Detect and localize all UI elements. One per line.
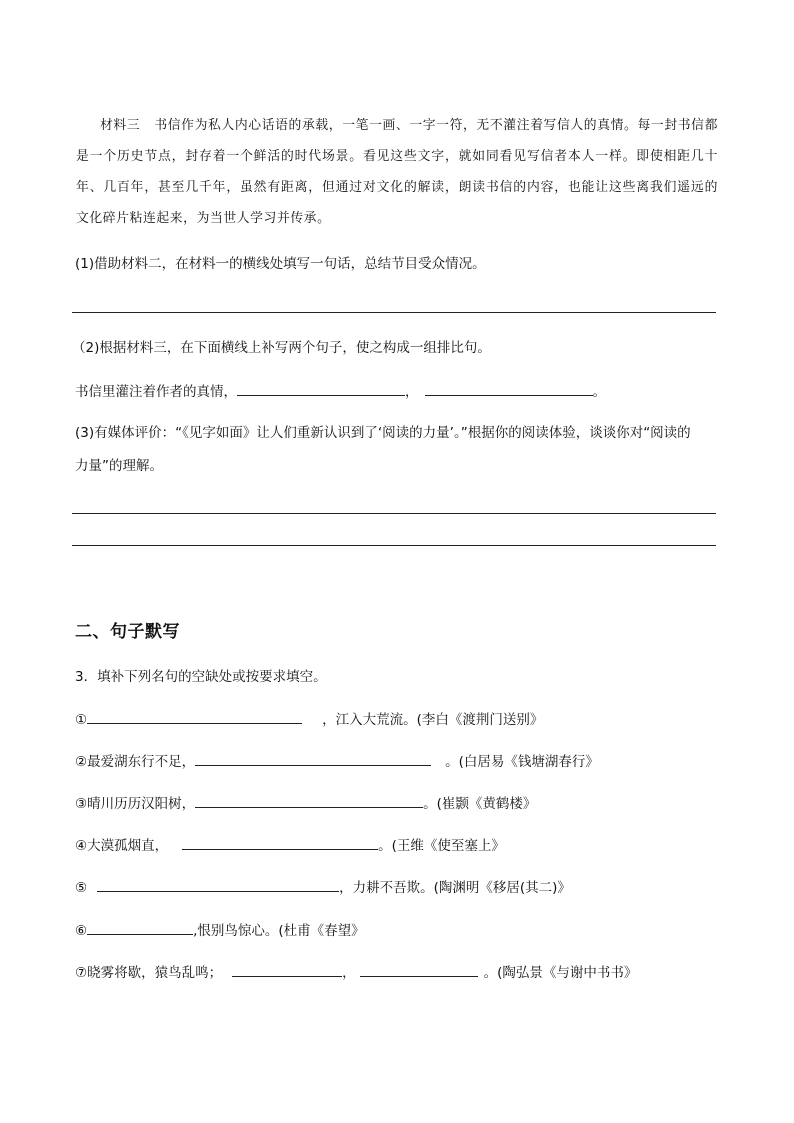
item-number: ③	[75, 796, 88, 812]
fill-item-3	[75, 793, 536, 814]
fill-item-4	[75, 835, 505, 856]
fill-intro: 3．填补下列名句的空缺处或按要求填空。	[75, 669, 327, 685]
answer-line-q3-1[interactable]	[72, 513, 716, 514]
item-number: ⑤	[75, 880, 88, 896]
question-1: (1)借助材料二，在材料一的横线处填写一句话，总结节目受众情况。	[75, 256, 486, 272]
blank-item-7b[interactable]	[360, 962, 478, 977]
blank-item-4[interactable]	[182, 835, 378, 850]
item-number: ②	[75, 754, 88, 770]
blank-item-5[interactable]	[97, 877, 339, 892]
answer-line-q3-2[interactable]	[72, 545, 716, 546]
item-after: 。(王维《使至塞上》	[378, 838, 505, 854]
question-3-line1: (3)有媒体评价：“《见字如面》让人们重新认识到了‘阅读的力量’。”根据你的阅读体验，谈谈你对“阅读的	[75, 425, 691, 441]
material3-paragraph	[76, 110, 718, 234]
item-before: 晴川历历汉阳树，	[87, 796, 196, 812]
question-2-fill	[75, 381, 606, 402]
material3-text: 书信作为私人内心话语的承载，一笔一画、一字一符，无不灌注着写信人的真情。每一封书信都是一个历史节点，封存着一个鲜活的时代场景。看见这些文字，就如同看见写信者本人一样。即使相距几十年、几百年，甚至几千年，虽然有距离，但通过对文化的解读，朗读书信的内容，也能让这些离我们遥远的文化碎片粘连起来，为当世人学习并传承。	[76, 118, 718, 226]
fill-item-2	[75, 751, 599, 772]
item-number: ①	[75, 712, 88, 728]
fill-item-5	[75, 877, 571, 898]
material3-label: 材料三	[100, 118, 141, 133]
item-before: 大漠孤烟直，	[87, 838, 169, 854]
fill-item-1	[75, 709, 543, 730]
blank-item-1[interactable]	[87, 709, 302, 724]
item-mid: ，	[342, 965, 356, 981]
item-after: 。(崔颢《黄鹤楼》	[423, 796, 537, 812]
fill-item-7	[75, 962, 637, 983]
answer-line-q1[interactable]	[72, 312, 716, 313]
blank-item-7a[interactable]	[232, 962, 342, 977]
item-number: ⑦	[75, 965, 88, 981]
blank-q2-2[interactable]	[425, 381, 593, 396]
question-2-comma: ，	[405, 384, 419, 400]
item-number: ⑥	[75, 923, 88, 939]
question-2-end: 。	[592, 384, 606, 400]
section-title: 二、句子默写	[75, 622, 180, 642]
question-2: （2)根据材料三，在下面横线上补写两个句子，使之构成一组排比句。	[72, 340, 491, 356]
item-number: ④	[75, 838, 88, 854]
item-after: 。(陶弘景《与谢中书书》	[483, 965, 638, 981]
question-3-line2: 力量”的理解。	[75, 458, 163, 474]
blank-item-6[interactable]	[87, 920, 193, 935]
item-after: ，江入大荒流。(李白《渡荆门送别》	[322, 712, 544, 728]
item-before: 最爱湖东行不足，	[87, 754, 196, 770]
question-2-prefix: 书信里灌注着作者的真情，	[75, 384, 237, 400]
blank-q2-1[interactable]	[237, 381, 405, 396]
blank-item-2[interactable]	[195, 751, 431, 766]
blank-item-3[interactable]	[195, 793, 423, 808]
item-after: 。(白居易《钱塘湖春行》	[445, 754, 599, 770]
item-before: 晓雾将歇，猿鸟乱鸣；	[87, 965, 223, 981]
fill-item-6	[75, 920, 365, 941]
item-after: ，力耕不吾欺。(陶渊明《移居(其二)》	[339, 880, 571, 896]
item-after: ,恨别鸟惊心。(杜甫《春望》	[193, 923, 365, 939]
